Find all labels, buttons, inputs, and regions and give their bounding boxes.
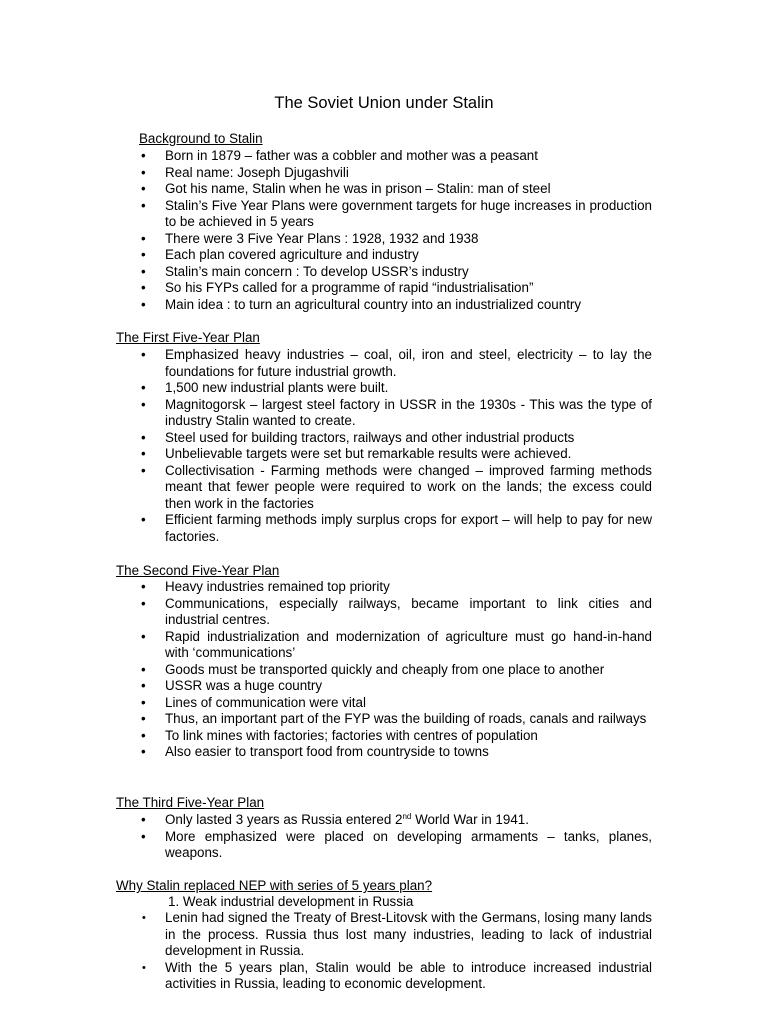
- list-item: • Communications, especially railways, became important to link cities and industrial centres.: [139, 596, 652, 629]
- list-item: • Magnitogorsk – largest steel factory in USSR in the 1930s - This was the type of industry Stalin wanted to create.: [139, 397, 652, 430]
- list-item: • Unbelievable targets were set but remarkable results were achieved.: [139, 446, 652, 463]
- list-item: • To link mines with factories; factories with centres of population: [139, 728, 652, 745]
- list-item: • Also easier to transport food from countryside to towns: [139, 744, 652, 761]
- list-item: • Stalin’s Five Year Plans were government targets for huge increases in production to be achieved in 5 years: [139, 198, 652, 231]
- list-item: • Thus, an important part of the FYP was the building of roads, canals and railways: [139, 711, 652, 728]
- list-item: • Efficient farming methods imply surplus crops for export – will help to pay for new factories.: [139, 512, 652, 545]
- list-item: • 1,500 new industrial plants were built.: [139, 380, 652, 397]
- list-item: • Heavy industries remained top priority: [139, 579, 652, 596]
- list-item: • So his FYPs called for a programme of rapid “industrialisation”: [139, 280, 652, 297]
- list-item: • Lines of communication were vital: [139, 695, 652, 712]
- list-item: • Emphasized heavy industries – coal, oil, iron and steel, electricity – to lay the foundations for future industrial growth.: [139, 347, 652, 380]
- list-item: • Steel used for building tractors, railways and other industrial products: [139, 430, 652, 447]
- list-item: • Each plan covered agriculture and industry: [139, 247, 652, 264]
- list-item: [139, 812, 652, 829]
- section-heading-first-plan: The First Five-Year Plan: [116, 330, 260, 345]
- list-item: • Stalin’s main concern : To develop USSR’s industry: [139, 264, 652, 281]
- section-heading-third-plan: The Third Five-Year Plan: [116, 795, 265, 810]
- list-item: • Main idea : to turn an agricultural country into an industrialized country: [139, 297, 652, 314]
- list-item: • USSR was a huge country: [139, 678, 652, 695]
- list-item: • Got his name, Stalin when he was in prison – Stalin: man of steel: [139, 181, 652, 198]
- section-heading-second-plan: The Second Five-Year Plan: [116, 563, 280, 578]
- second-plan-list: [139, 579, 652, 761]
- list-item: • There were 3 Five Year Plans : 1928, 1932 and 1938: [139, 231, 652, 248]
- list-item: • Lenin had signed the Treaty of Brest-Litovsk with the Germans, losing many lands in the process. Russia thus lost many industries, leading to lack of industrial development in Russia.: [139, 910, 652, 960]
- section-heading-why-stalin: Why Stalin replaced NEP with series of 5 years plan?: [116, 878, 433, 893]
- list-item: • Real name: Joseph Djugashvili: [139, 165, 652, 182]
- numbered-subheading: 1. Weak industrial development in Russia: [168, 894, 414, 909]
- section-heading-background: Background to Stalin: [139, 131, 263, 146]
- third-plan-list: [139, 812, 652, 862]
- why-stalin-list: [139, 910, 652, 993]
- page-title: The Soviet Union under Stalin: [274, 94, 494, 112]
- list-item: • Collectivisation - Farming methods were changed – improved farming methods meant that fewer people were required to work on the lands; the excess could then work in the factories: [139, 463, 652, 513]
- list-item-text: World War in 1941.: [411, 812, 529, 827]
- list-item: • With the 5 years plan, Stalin would be able to introduce increased industrial activities in Russia, leading to economic development.: [139, 960, 652, 993]
- list-item: • Rapid industrialization and modernization of agriculture must go hand-in-hand with ‘communications’: [139, 629, 652, 662]
- list-item-text: Only lasted 3 years as Russia entered 2: [165, 812, 403, 827]
- list-item: • Born in 1879 – father was a cobbler and mother was a peasant: [139, 148, 652, 165]
- list-item: • More emphasized were placed on developing armaments – tanks, planes, weapons.: [139, 829, 652, 862]
- background-list: [139, 148, 652, 313]
- first-plan-list: [139, 347, 652, 545]
- ordinal-superscript: nd: [402, 812, 412, 821]
- list-item: • Goods must be transported quickly and cheaply from one place to another: [139, 662, 652, 679]
